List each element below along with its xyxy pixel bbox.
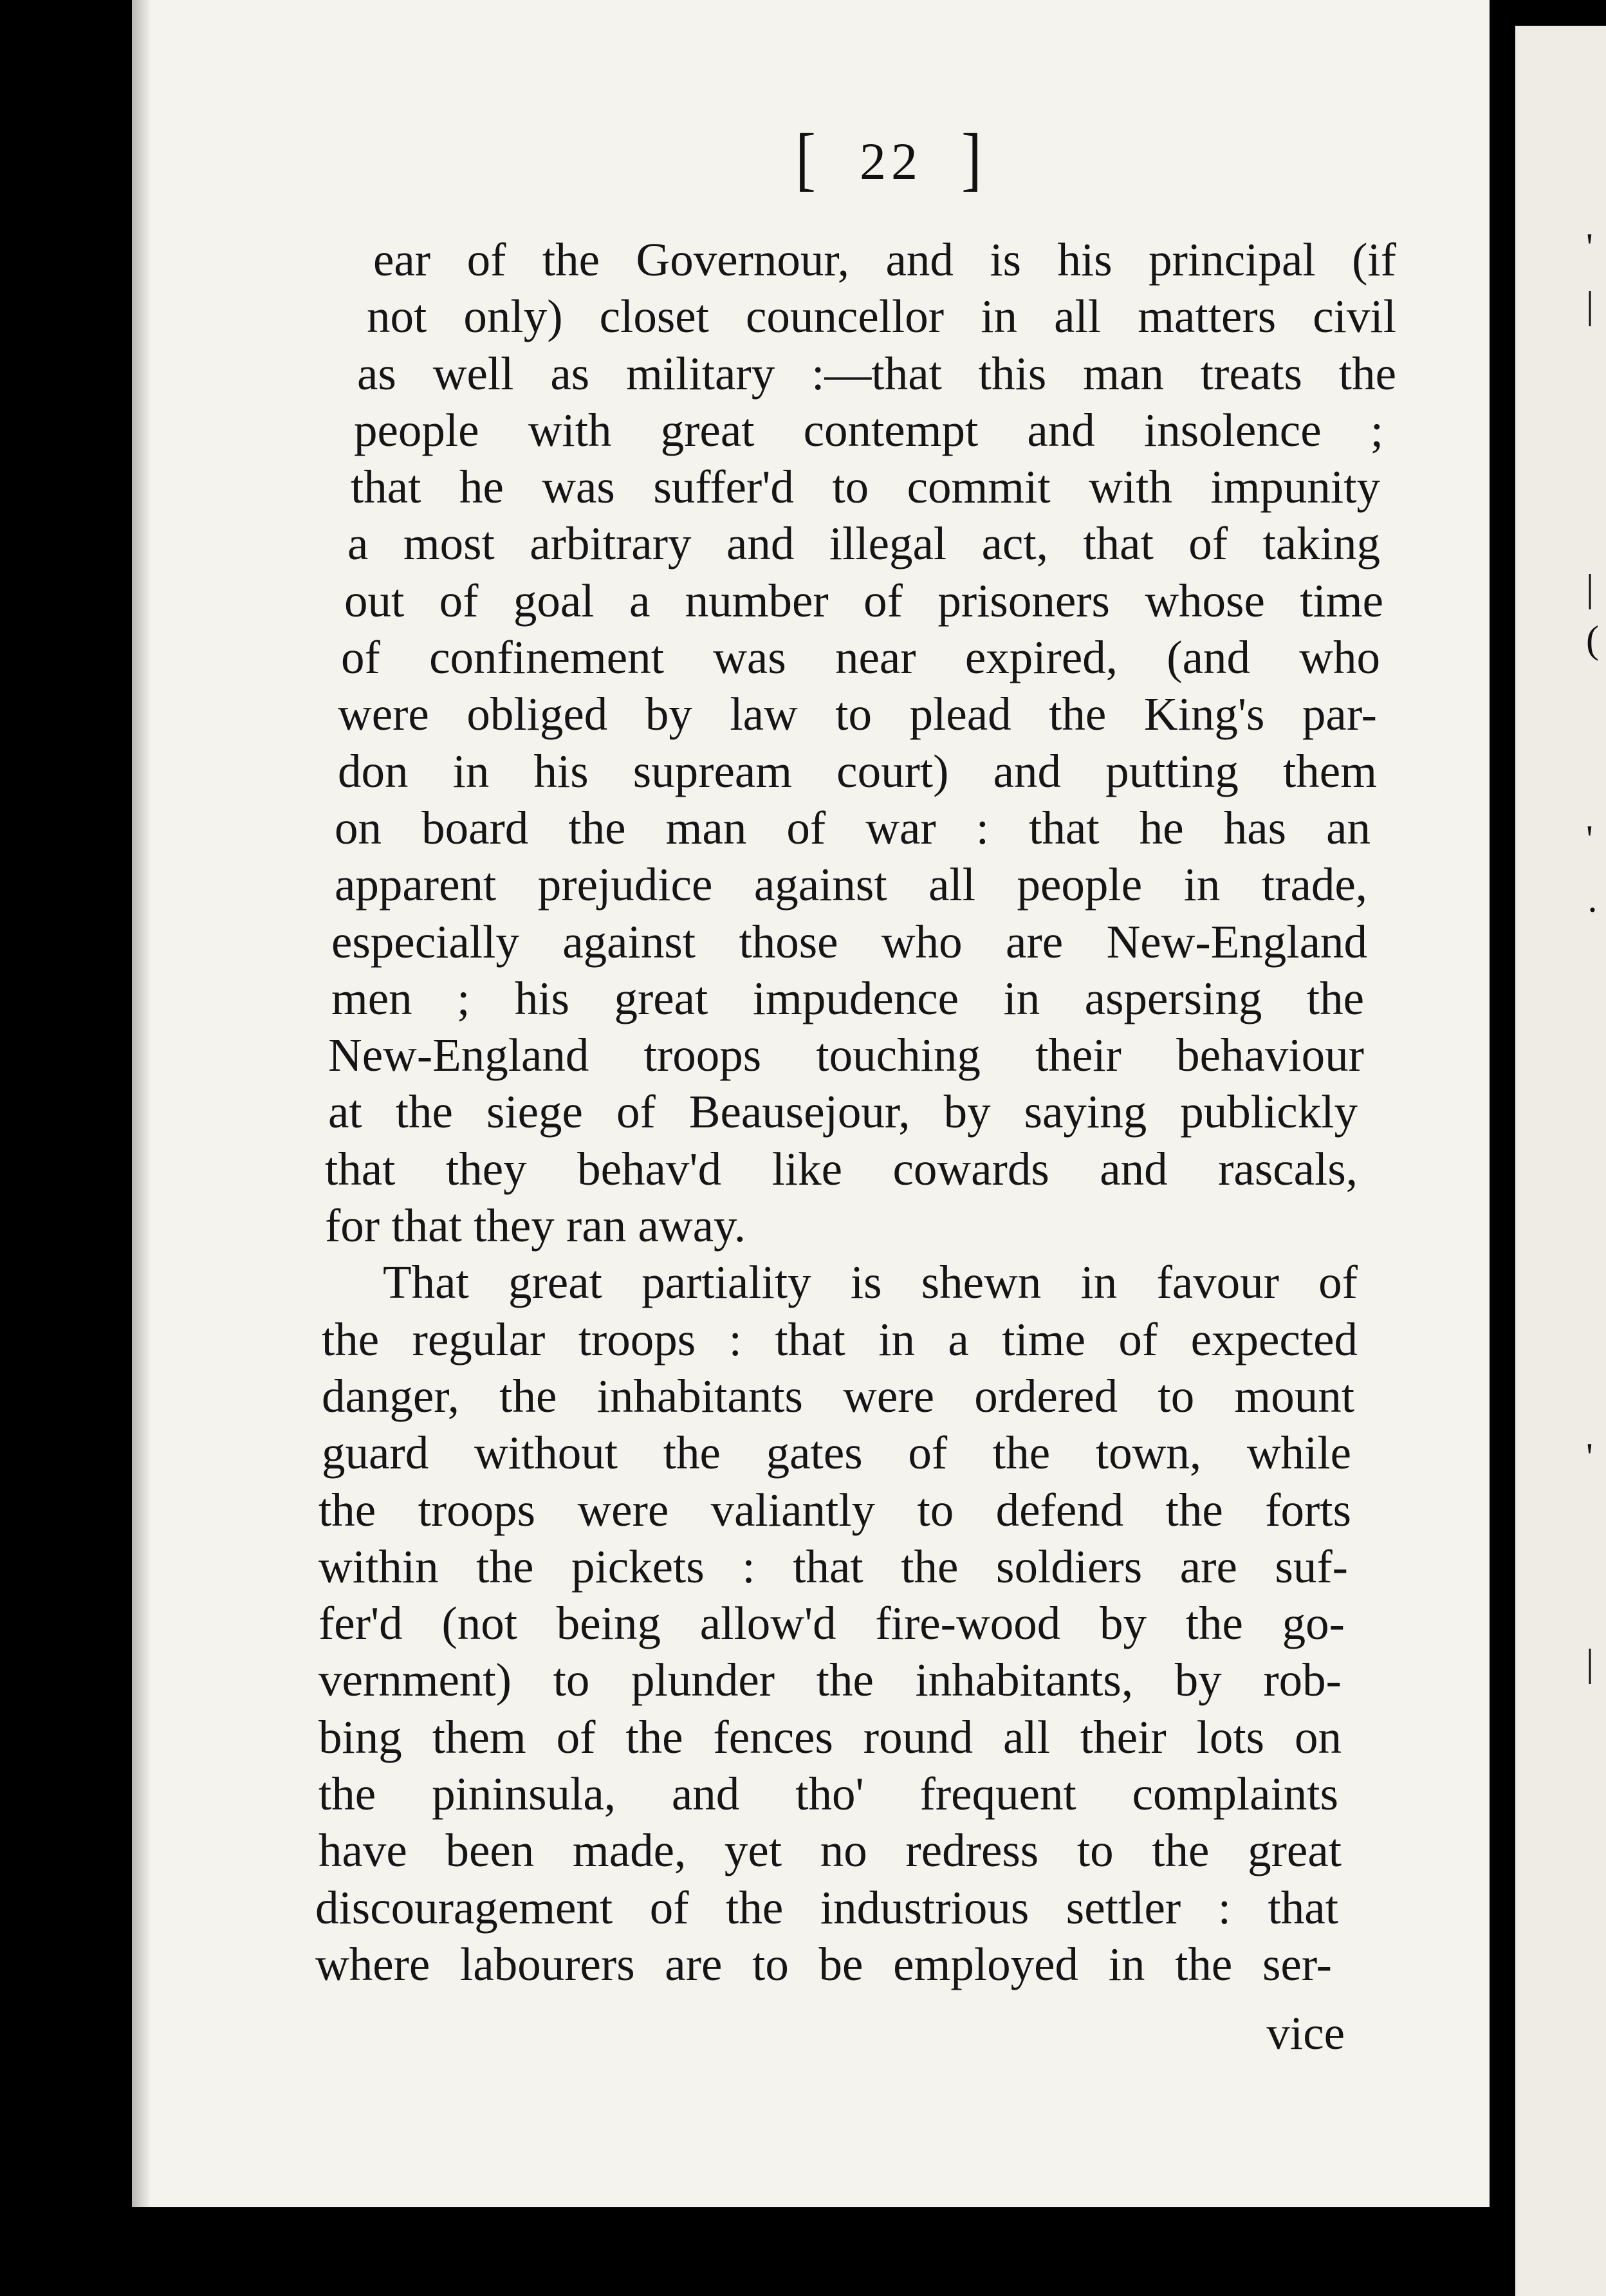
text-line: especially against those who are New-England <box>331 915 1367 968</box>
text-line: don in his supream court) and putting them <box>338 745 1377 797</box>
text-line: fer'd (not being allow'd fire-wood by the go- <box>318 1597 1345 1650</box>
text-line: of confinement was near expired, (and who <box>341 631 1380 684</box>
text-line: ear of the Governour, and is his principal (if <box>373 234 1396 286</box>
text-line: out of goal a number of prisoners whose time <box>344 574 1383 627</box>
running-head <box>762 118 1020 198</box>
page-gutter-shadow <box>132 0 151 2207</box>
text-line: the troops were valiantly to defend the forts <box>318 1483 1351 1536</box>
text-line: apparent prejudice against all people in trade, <box>335 858 1367 911</box>
text-line: guard without the gates of the town, while <box>322 1427 1351 1479</box>
facing-page-edge-marks: ' | | ( ' · ' | <box>1586 226 1599 1684</box>
text-line: bing them of the fences round all their lots on <box>318 1710 1342 1763</box>
text-line: New-England troops touching their behaviour <box>328 1029 1364 1082</box>
text-line: that they behav'd like cowards and rascals, <box>325 1142 1358 1195</box>
text-line: the pininsula, and tho' frequent complaints <box>318 1768 1338 1820</box>
text-line: have been made, yet no redress to the great <box>318 1824 1342 1877</box>
text-line: the regular troops : that in a time of expected <box>322 1313 1358 1366</box>
text-line: men ; his great impudence in aspersing the <box>331 972 1364 1024</box>
text-line: that he was suffer'd to commit with impunity <box>351 461 1380 514</box>
text-line: within the pickets : that the soldiers are suf- <box>318 1540 1348 1593</box>
text-line: danger, the inhabitants were ordered to mount <box>322 1369 1354 1422</box>
text-line: at the siege of Beausejour, by saying publickly <box>328 1086 1358 1138</box>
header-left-bracket: [ <box>795 118 821 198</box>
text-line: as well as military :—that this man treats the <box>357 347 1396 400</box>
text-line: people with great contempt and insolence ; <box>354 403 1383 456</box>
page-edge-divider <box>1490 0 1515 2296</box>
text-line: were obliged by law to plead the King's par- <box>338 688 1377 741</box>
text-line: vernment) to plunder the inhabitants, by rob- <box>318 1654 1342 1707</box>
page-number: 22 <box>860 132 923 190</box>
header-right-bracket: ] <box>961 118 987 198</box>
text-line: a most arbitrary and illegal act, that of taking <box>347 517 1380 570</box>
text-line: That great partiality is shewn in favour of <box>383 1256 1358 1309</box>
text-line: for that they ran away. <box>325 1199 746 1252</box>
catchword: vice <box>1266 2007 1345 2059</box>
body-text <box>315 232 1396 1993</box>
text-line: discouragement of the industrious settler : that <box>315 1881 1338 1934</box>
text-line: not only) closet councellor in all matters civil <box>367 290 1396 343</box>
text-line: on board the man of war : that he has an <box>335 801 1371 854</box>
text-line: where labourers are to be employed in the ser- <box>315 1938 1332 1990</box>
